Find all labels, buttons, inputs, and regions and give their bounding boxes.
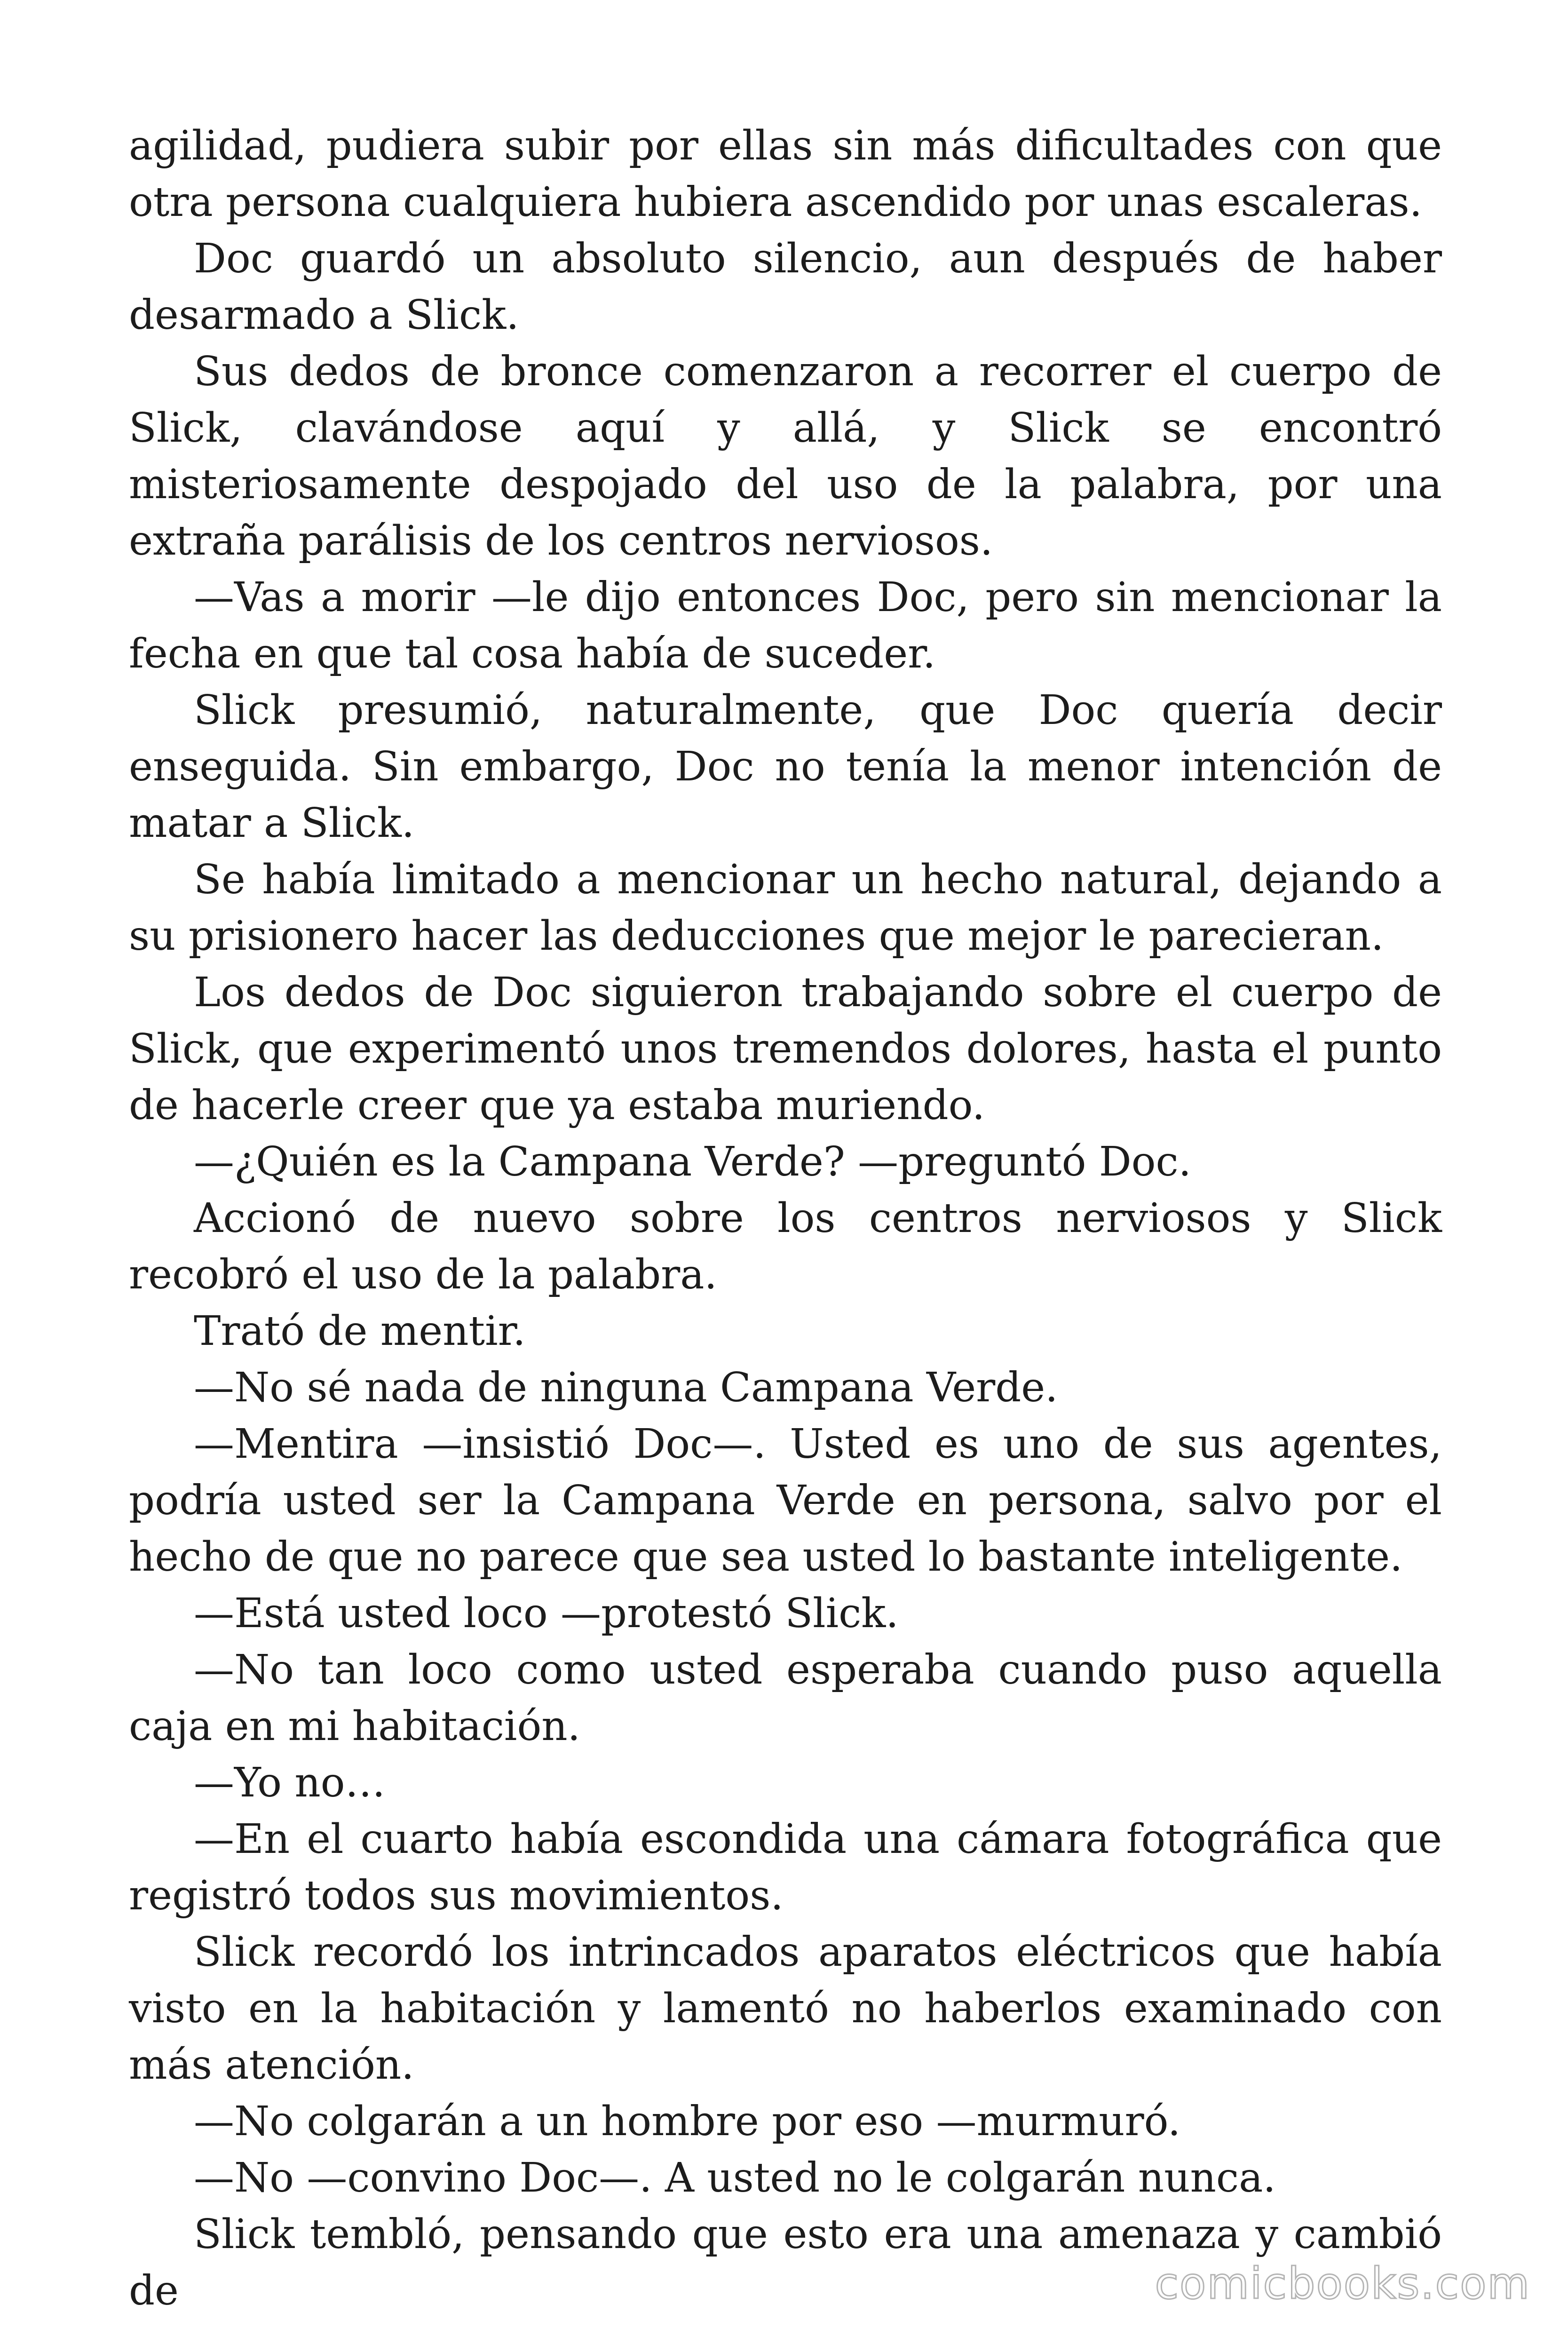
paragraph: —En el cuarto había escondida una cámara fotográfica que registró todos sus movimientos.	[129, 1816, 1442, 1919]
paragraph: Los dedos de Doc siguieron trabajando sobre el cuerpo de Slick, que experimentó unos tremendos dolores, hasta el punto de hacerle creer que ya estaba muriendo.	[129, 969, 1442, 1129]
paragraph: —Está usted loco —protestó Slick.	[194, 1590, 899, 1637]
paragraph: Slick presumió, naturalmente, que Doc quería decir enseguida. Sin embargo, Doc no tenía la menor intención de matar a Slick.	[129, 687, 1442, 847]
paragraph: Se había limitado a mencionar un hecho natural, dejando a su prisionero hacer las deducciones que mejor le parecieran.	[129, 856, 1442, 960]
paragraph: —Yo no…	[194, 1759, 386, 1806]
watermark: comicbooks.com	[1155, 2258, 1530, 2309]
paragraph: Trató de mentir.	[194, 1308, 526, 1355]
paragraph: —No sé nada de ninguna Campana Verde.	[194, 1364, 1058, 1411]
paragraph: —No —convino Doc—. A usted no le colgarán nunca.	[194, 2154, 1276, 2201]
paragraph: —Vas a morir —le dijo entonces Doc, pero sin mencionar la fecha en que tal cosa había de suceder.	[129, 574, 1442, 677]
paragraph: —No colgarán a un hombre por eso —murmuró.	[194, 2098, 1181, 2145]
paragraph: Sus dedos de bronce comenzaron a recorrer el cuerpo de Slick, clavándose aquí y allá, y Slick se encontró misteriosamente despojado del uso de la palabra, por una extraña parálisis de los centros nerviosos.	[129, 348, 1442, 564]
paragraph: Slick tembló, pensando que esto era una amenaza y cambió de	[129, 2211, 1442, 2314]
paragraph: —Mentira —insistió Doc—. Usted es uno de sus agentes, podría usted ser la Campana Verde en persona, salvo por el hecho de que no parece que sea usted lo bastante inteligente.	[129, 1421, 1442, 1581]
paragraph: —¿Quién es la Campana Verde? —preguntó Doc.	[194, 1138, 1191, 1185]
paragraph: Accionó de nuevo sobre los centros nerviosos y Slick recobró el uso de la palabra.	[129, 1195, 1442, 1298]
page-body	[129, 118, 1442, 2319]
paragraph: agilidad, pudiera subir por ellas sin más dificultades con que otra persona cualquiera hubiera ascendido por unas escaleras.	[129, 122, 1442, 226]
paragraph: —No tan loco como usted esperaba cuando puso aquella caja en mi habitación.	[129, 1646, 1442, 1750]
paragraph: Slick recordó los intrincados aparatos eléctricos que había visto en la habitación y lamentó no haberlos examinado con más atención.	[129, 1929, 1442, 2089]
paragraph: Doc guardó un absoluto silencio, aun después de haber desarmado a Slick.	[129, 235, 1442, 339]
